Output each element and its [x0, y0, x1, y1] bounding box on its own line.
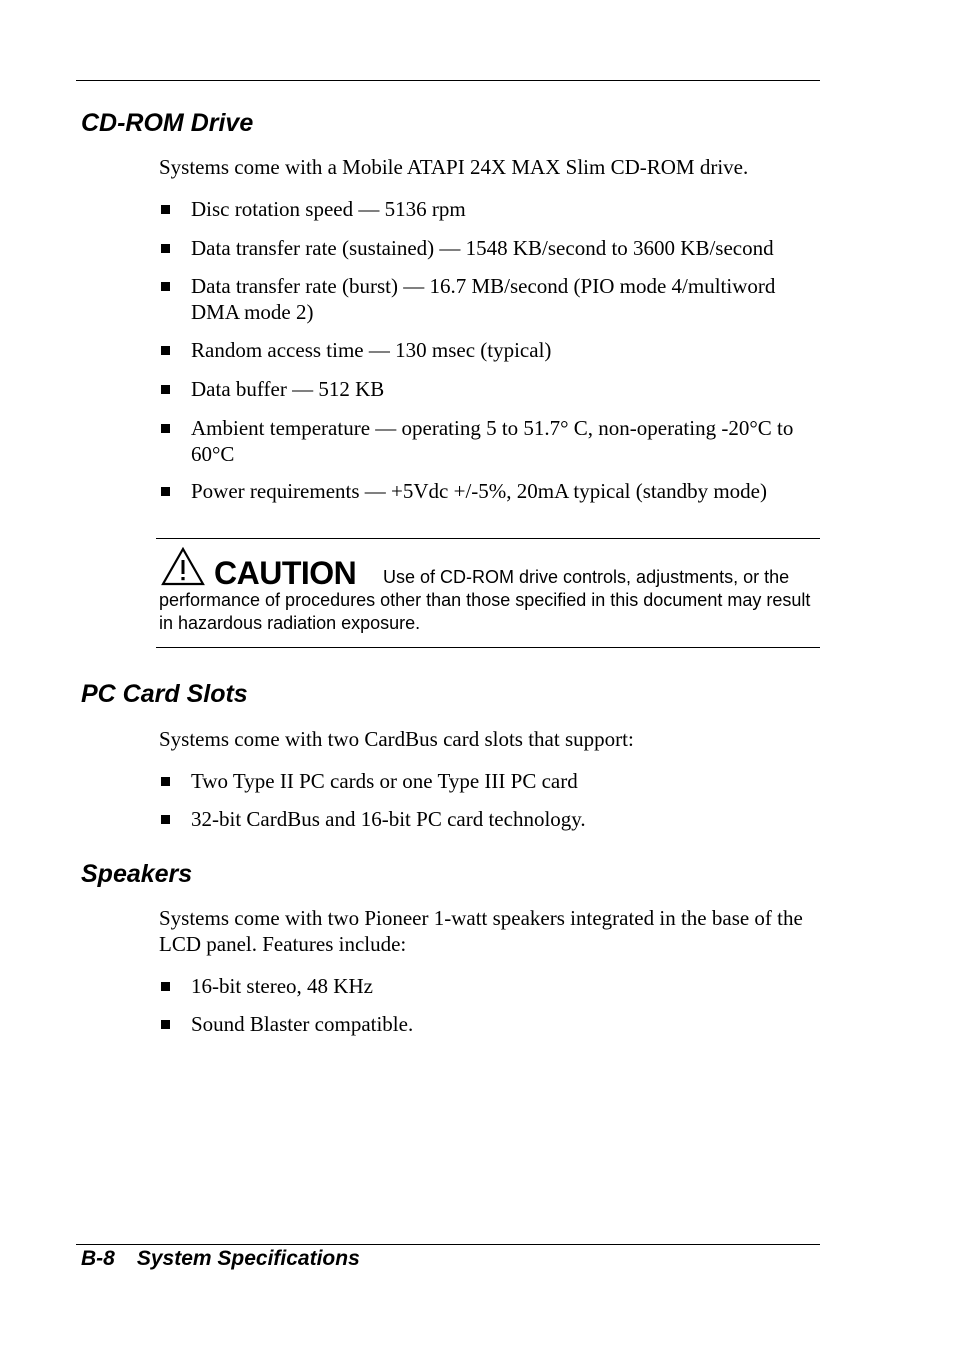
list-item: Ambient temperature — operating 5 to 51.7° C, non-operating -20°C to 60°C: [159, 415, 819, 467]
bullet-square-icon: [161, 982, 170, 991]
bullet-square-icon: [161, 282, 170, 291]
bullet-square-icon: [161, 385, 170, 394]
section-title-cdrom: CD-ROM Drive: [81, 109, 254, 137]
speakers-intro: Systems come with two Pioneer 1-watt speakers integrated in the base of the LCD panel. Features include:: [159, 906, 803, 956]
list-item: 32-bit CardBus and 16-bit PC card technology.: [159, 806, 819, 832]
bullet-square-icon: [161, 815, 170, 824]
caution-box: [156, 538, 820, 648]
bullet-square-icon: [161, 424, 170, 433]
list-item: Disc rotation speed — 5136 rpm: [159, 196, 819, 222]
pc-card-intro: Systems come with two CardBus card slots that support:: [159, 727, 634, 751]
caution-label: CAUTION: [214, 555, 357, 591]
top-rule: [76, 80, 820, 81]
bullet-square-icon: [161, 1020, 170, 1029]
page-footer: [81, 1246, 360, 1272]
list-item: 16-bit stereo, 48 KHz: [159, 973, 819, 999]
page-number: B-8: [81, 1247, 115, 1270]
caution-text: Use of CD-ROM drive controls, adjustments, or the performance of procedures other than those specified in this document may result in hazardous radiation exposure.: [159, 567, 811, 633]
section-title-pc-card-slots: PC Card Slots: [81, 680, 248, 708]
list-item: Data transfer rate (sustained) — 1548 KB/second to 3600 KB/second: [159, 235, 819, 261]
bullet-square-icon: [161, 777, 170, 786]
footer-rule: [76, 1244, 820, 1245]
section-title-speakers: Speakers: [81, 860, 193, 888]
bullet-square-icon: [161, 205, 170, 214]
list-item: Data transfer rate (burst) — 16.7 MB/second (PIO mode 4/multiword DMA mode 2): [159, 273, 819, 325]
chapter-title: System Specifications: [136, 1247, 360, 1270]
list-item: Two Type II PC cards or one Type III PC card: [159, 768, 819, 794]
list-item: Data buffer — 512 KB: [159, 376, 819, 402]
cdrom-intro: Systems come with a Mobile ATAPI 24X MAX Slim CD-ROM drive.: [159, 155, 749, 179]
list-item: Sound Blaster compatible.: [159, 1011, 819, 1037]
list-item: Power requirements — +5Vdc +/-5%, 20mA typical (standby mode): [159, 478, 819, 504]
bullet-square-icon: [161, 244, 170, 253]
list-item: Random access time — 130 msec (typical): [159, 337, 819, 363]
bullet-square-icon: [161, 346, 170, 355]
bullet-square-icon: [161, 487, 170, 496]
